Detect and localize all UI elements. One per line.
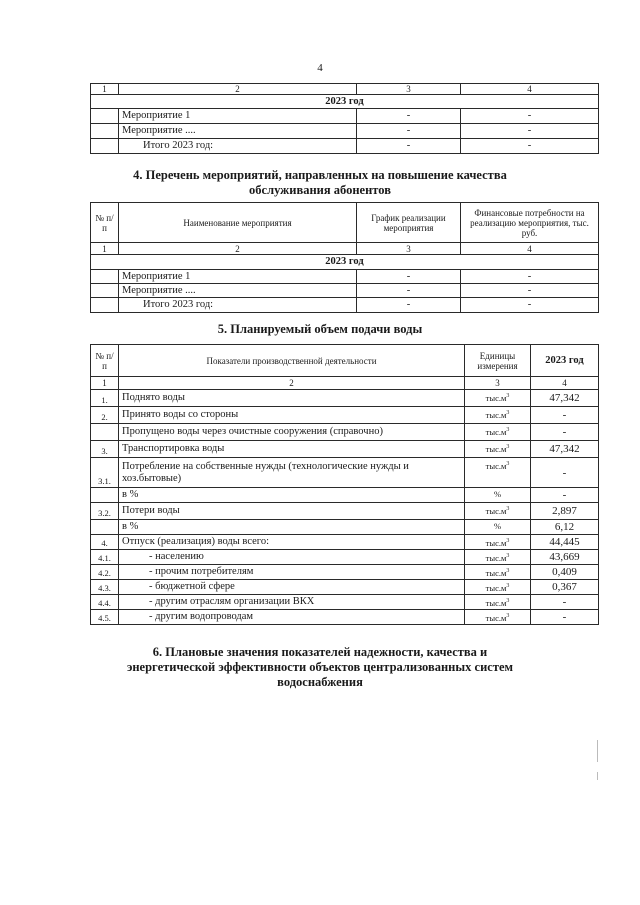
year-value: 47,342 [531,441,599,458]
unit-cell: $тыс.м^3$ [465,550,531,565]
year-value: 43,669 [531,550,599,565]
indicator-name: - населению [119,550,465,565]
unit-cell: $тыс.м^3$ [465,565,531,580]
section-4-title: 4. Перечень мероприятий, направленных на повышение качества обслуживания абонентов [133,168,507,197]
finance-value: - [461,139,599,154]
schedule-value: - [357,284,461,298]
indicator-name: - другим отраслям организации ВКХ [119,595,465,610]
year-value: - [531,488,599,503]
year-header: 2023 год [91,255,599,270]
indicator-name: Транспортировка воды [119,441,465,458]
table-row [91,124,599,139]
row-number: 4.3. [91,580,119,595]
unit-cell: % [465,488,531,503]
table-row [91,535,599,550]
unit-cell: % [465,520,531,535]
indicator-name: Пропущено воды через очистные сооружения (справочно) [119,424,465,441]
table-row [91,284,599,298]
finance-value: - [461,284,599,298]
table-row [91,390,599,407]
year-value: - [531,610,599,625]
col-number-3: 3 [357,84,461,95]
year-value: 47,342 [531,390,599,407]
schedule-value: - [357,270,461,284]
year-header: 2023 год [91,95,599,109]
schedule-value: - [357,139,461,154]
row-number: 3.2. [91,503,119,520]
table-row [91,407,599,424]
unit-cell: $тыс.м^3$ [465,580,531,595]
header-unit: Единицы измерения [465,345,531,377]
table-continuation [90,83,599,154]
indicator-name: в % [119,488,465,503]
year-value: 2,897 [531,503,599,520]
table-row [91,520,599,535]
table-row [91,610,599,625]
event-name: Мероприятие 1 [119,270,357,284]
table-section-5 [90,344,599,625]
schedule-value: - [357,298,461,313]
event-name: Мероприятие .... [119,124,357,139]
row-number: 3. [91,441,119,458]
table-row [91,550,599,565]
table-row [91,139,599,154]
unit-cell: $тыс.м^3$ [465,595,531,610]
row-number: 4.4. [91,595,119,610]
header-name: Наименование мероприятия [119,203,357,243]
row-number [91,488,119,503]
row-number [91,424,119,441]
indicator-name: Потребление на собственные нужды (технологические нужды и хоз.бытовые) [119,458,465,488]
unit-cell: $тыс.м^3$ [465,390,531,407]
indicator-name: Отпуск (реализация) воды всего: [119,535,465,550]
table-row [91,441,599,458]
finance-value: - [461,298,599,313]
indicator-name: - другим водопроводам [119,610,465,625]
year-value: 6,12 [531,520,599,535]
table-row [91,424,599,441]
indicator-name: - бюджетной сфере [119,580,465,595]
table-row [91,298,599,313]
table-row [91,565,599,580]
finance-value: - [461,124,599,139]
header-year: 2023 год [531,345,599,377]
finance-value: - [461,109,599,124]
header-num: № п/п [91,345,119,377]
header-num: № п/п [91,203,119,243]
table-row [91,270,599,284]
year-value: - [531,458,599,488]
row-number [91,520,119,535]
header-row [91,345,599,377]
schedule-value: - [357,109,461,124]
table-row [91,580,599,595]
unit-cell: $тыс.м^3$ [465,610,531,625]
header-schedule: График реализации мероприятия [357,203,461,243]
indicator-name: Поднято воды [119,390,465,407]
row-number: 4.5. [91,610,119,625]
unit-cell: $тыс.м^3$ [465,441,531,458]
unit-cell: $тыс.м^3$ [465,407,531,424]
unit-cell: $тыс.м^3$ [465,458,531,488]
finance-value: - [461,270,599,284]
column-number-row: 1 2 3 4 [91,377,599,390]
indicator-name: в % [119,520,465,535]
year-value: - [531,595,599,610]
col-number-4: 4 [461,84,599,95]
table-row [91,488,599,503]
unit-cell: $тыс.м^3$ [465,503,531,520]
schedule-value: - [357,124,461,139]
total-label: Итого 2023 год: [119,139,357,154]
row-number: 4.2. [91,565,119,580]
header-row [91,203,599,243]
header-finance: Финансовые потребности на реализацию мероприятия, тыс. руб. [461,203,599,243]
unit-cell: $тыс.м^3$ [465,424,531,441]
indicator-name: - прочим потребителям [119,565,465,580]
row-number: 3.1. [91,458,119,488]
col-number-1: 1 [91,84,119,95]
table-row [91,458,599,488]
unit-cell: $тыс.м^3$ [465,535,531,550]
column-number-row [91,84,599,95]
year-value: - [531,407,599,424]
page-number: 4 [317,62,323,74]
table-row [91,503,599,520]
section-5-title: 5. Планируемый объем подачи воды [217,322,423,336]
event-name: Мероприятие 1 [119,109,357,124]
row-number: 4. [91,535,119,550]
col-number-2: 2 [119,84,357,95]
indicator-name: Потери воды [119,503,465,520]
table-row [91,595,599,610]
table-section-4 [90,202,599,313]
year-value: 0,409 [531,565,599,580]
year-value: 44,445 [531,535,599,550]
section-6-title: 6. Плановые значения показателей надежности, качества и энергетической эффективности объектов централизованных систем водоснабжения [126,645,514,689]
year-value: 0,367 [531,580,599,595]
indicator-name: Принято воды со стороны [119,407,465,424]
table-row [91,109,599,124]
total-label: Итого 2023 год: [119,298,357,313]
event-name: Мероприятие .... [119,284,357,298]
row-number: 4.1. [91,550,119,565]
year-value: - [531,424,599,441]
column-number-row: 1 2 3 4 [91,243,599,255]
header-indicator: Показатели производственной деятельности [119,345,465,377]
row-number: 1. [91,390,119,407]
row-number: 2. [91,407,119,424]
